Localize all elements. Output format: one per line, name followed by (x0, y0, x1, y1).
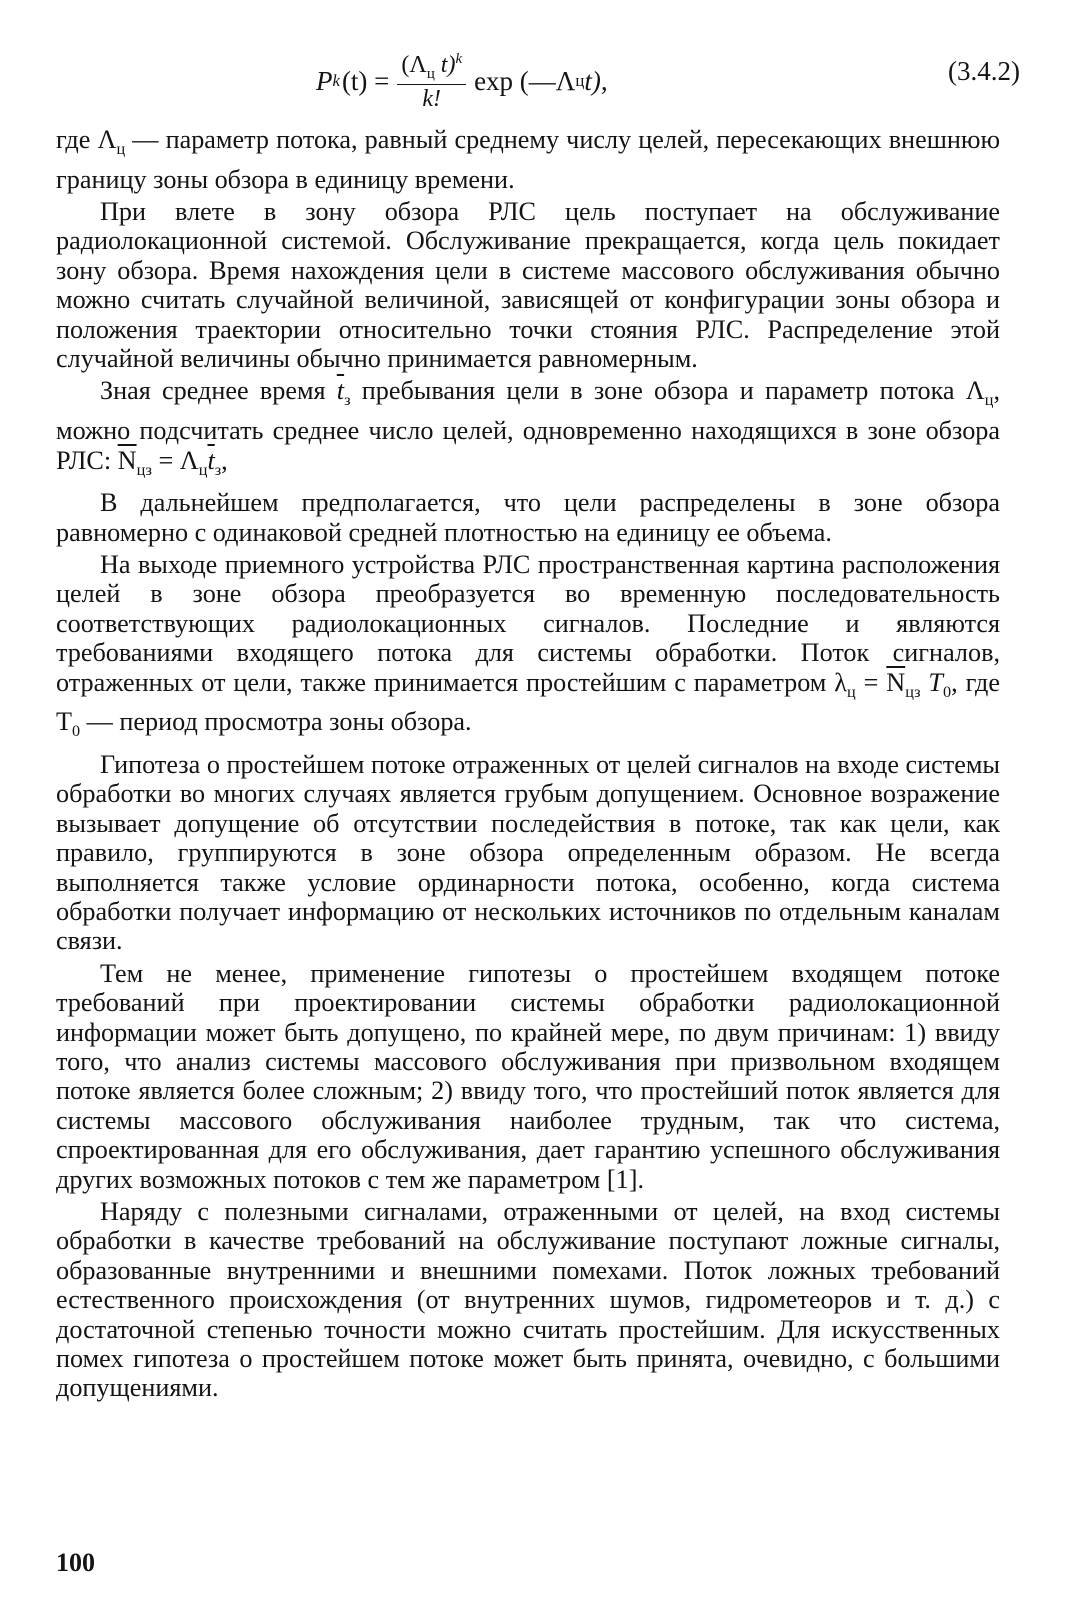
formula-lhs-argument: (t) = (341, 65, 390, 96)
p1-subscript: ц (116, 140, 126, 159)
numerator-superscript: k (455, 51, 463, 67)
p3-var-n: $\overline{N}$ (117, 445, 137, 475)
body-text (56, 125, 1000, 1406)
p5-var-t0: T (920, 667, 943, 697)
p3-var-t2: $\overline{t}$ (207, 445, 215, 475)
paragraph-3 (56, 376, 1000, 485)
formula-3-4-2 (0, 44, 1068, 112)
formula-fraction (397, 52, 466, 111)
p3-lambda-subscript: ц (984, 391, 994, 410)
p3-lambda2-subscript: ц (198, 460, 208, 479)
p5-text-e: — период просмотра зоны обзора. (80, 707, 472, 737)
p3-var-t2-subscript: з (214, 460, 222, 479)
p3-text-a: Зная среднее время (100, 376, 337, 406)
paragraph-6: Гипотеза о простейшем потоке отраженных от целей сигналов на входе системы обработки во многих случаях является грубым допущением. Основное возражение вызывает допущение об отсутствии последействия в потоке, так как цели, как правило, группируются в зоне обзора определенным образом. Не всегда выполняется также условие ординарности потока, особенно, когда система обработки получает информацию от нескольких источников по отдельным каналам связи. (56, 749, 1000, 956)
p5-var-t0-subscript: 0 (943, 682, 952, 701)
numerator-subscript: ц (426, 65, 435, 82)
p1-text-a: где Λ (56, 125, 117, 154)
paragraph-2: При влете в зону обзора РЛС цель поступает на обслуживание радиолокационной системой. Обслуживание прекращается, когда цель покидает зону обзора. Время нахождения цели в системе массового обслуживания обычно можно считать случайной величиной, зависящей от конфигурации зоны обзора и положения траектории относительно точки стояния РЛС. Распределение этой случайной величины обычно принимается равномерным. (56, 197, 1000, 374)
p5-lambda-subscript: ц (846, 682, 856, 701)
p5-text-a: На выходе приемного устройства РЛС пространственная картина расположения целей в зоне обзора преобразуется во временную последовательность соответствующих радиолокационных сигналов. Последние и являются требованиями входящего потока для системы обработки. Поток сигналов, отраженных от цели, также принимается простейшим с параметром λ (56, 549, 1000, 697)
formula-lhs: P (316, 65, 333, 96)
p5-var-n: $\overline{N}$ (886, 667, 906, 697)
p1-text-b: — параметр потока, равный среднему числу целей, пересекающих внешнюю границу зоны обзора в единицу времени. (56, 125, 1001, 194)
numerator-rest: t) (434, 52, 456, 78)
p5-var-n-subscript: цз (905, 682, 921, 701)
p3-var-n-subscript: цз (136, 460, 152, 479)
paragraph-4: В дальнейшем предполагается, что цели распределены в зоне обзора равномерно с одинаковой средней плотностью на единицу ее объема. (56, 488, 1000, 547)
formula-rhs: exp (—Λ (474, 65, 576, 96)
p3-text-d: = Λ (151, 445, 199, 475)
p3-text-c: , можно подсчитать среднее число целей, одновременно находящихся в зоне обзора РЛС: (56, 376, 1000, 475)
p5-var-t0b-subscript: 0 (72, 722, 81, 741)
p3-var-t-subscript: з (344, 391, 351, 410)
formula-numerator (397, 52, 466, 85)
paragraph-7: Тем не менее, применение гипотезы о простейшем входящем потоке требований при проектировании системы обработки радиолокационной информации может быть допущено, по крайней мере, по двум причинам: 1) ввиду того, что анализ системы массового обслуживания при призвольном входящем потоке является более сложным; 2) ввиду того, что простейший поток является для системы массового обслуживания наиболее трудным, так что система, спроектированная для его обслуживания, дает гарантию успешного обслуживания других возможных потоков с тем же параметром [1]. (56, 958, 1000, 1194)
p5-text-b: = (855, 667, 887, 697)
p3-var-t: $\overline{t}$ (336, 376, 345, 406)
formula-expression (316, 52, 608, 111)
formula-rhs-subscript: ц (575, 70, 585, 90)
formula-denominator (422, 85, 441, 111)
formula-lhs-subscript: k (332, 70, 340, 90)
formula-rhs-rest: t), (584, 65, 608, 96)
p3-text-b: пребывания цели в зоне обзора и параметр потока Λ (350, 376, 985, 406)
page-number: 100 (56, 1548, 95, 1577)
paragraph-8: Наряду с полезными сигналами, отраженными от целей, на вход системы обработки в качестве требований на обслуживание поступают ложные сигналы, образованные внутренними и внешними помехами. Поток ложных требований естественного происхождения (от внутренних шумов, гидрометеоров и т. д.) с достаточной степенью точности можно считать простейшим. Для искусственных помех гипотеза о простейшем потоке может быть принята, очевидно, с большими допущениями. (56, 1196, 1000, 1403)
denominator-text: k! (422, 85, 442, 112)
p5-text-d: , где T (56, 667, 1000, 737)
numerator-text: (Λ (401, 52, 427, 78)
paragraph-1 (56, 125, 1000, 194)
p3-text-e: , (221, 445, 228, 475)
equation-number: (3.4.2) (948, 56, 1020, 86)
paragraph-5 (56, 550, 1000, 747)
